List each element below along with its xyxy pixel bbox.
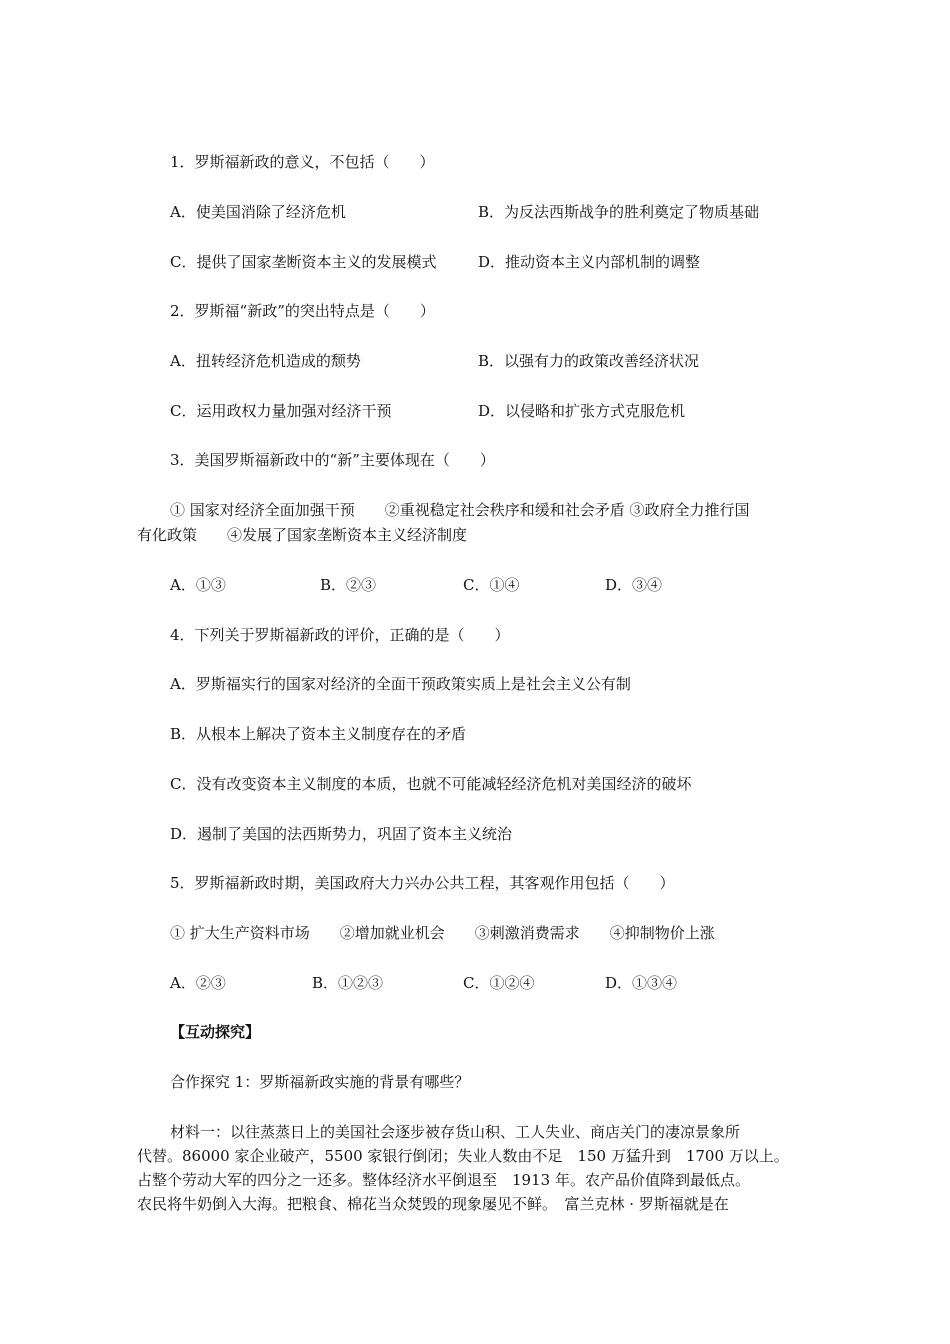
inquiry-1-question: 合作探究 1：罗斯福新政实施的背景有哪些？	[170, 1073, 470, 1091]
q4-stem: 4．下列关于罗斯福新政的评价，正确的是（ ）	[170, 626, 510, 644]
q2-stem: 2．罗斯福“新政”的突出特点是（ ）	[170, 302, 435, 320]
q1-option-b: B．为反法西斯战争的胜利奠定了物质基础	[478, 203, 760, 221]
q3-option-c: C．①④	[463, 576, 520, 594]
q1-option-d: D．推动资本主义内部机制的调整	[478, 253, 701, 271]
q3-option-a: A．①③	[170, 576, 226, 594]
material-1-line-4: 农民将牛奶倒入大海。把粮食、棉花当众焚毁的现象屡见不鲜。 富兰克林 · 罗斯福就是在	[137, 1195, 729, 1213]
q3-option-b: B．②③	[320, 576, 377, 594]
q2-option-d: D．以侵略和扩张方式克服危机	[478, 402, 686, 420]
q4-option-c: C．没有改变资本主义制度的本质，也就不可能减轻经济危机对美国经济的破坏	[170, 775, 692, 793]
q2-option-b: B．以强有力的政策改善经济状况	[478, 352, 700, 370]
q4-option-d: D．遏制了美国的法西斯势力，巩固了资本主义统治	[170, 825, 513, 843]
q3-items-line2: 有化政策 ④发展了国家垄断资本主义经济制度	[137, 526, 468, 544]
q5-option-a: A．②③	[170, 974, 226, 992]
q2-option-c: C．运用政权力量加强对经济干预	[170, 402, 392, 420]
q2-option-a: A．扭转经济危机造成的颓势	[170, 352, 361, 370]
q4-option-b: B．从根本上解决了资本主义制度存在的矛盾	[170, 725, 467, 743]
q3-stem: 3．美国罗斯福新政中的“新”主要体现在（ ）	[170, 451, 495, 469]
q3-option-d: D．③④	[605, 576, 663, 594]
q5-option-d: D．①③④	[605, 974, 678, 992]
q3-items-line1: ① 国家对经济全面加强干预 ②重视稳定社会秩序和缓和社会矛盾 ③政府全力推行国	[170, 501, 750, 519]
q5-option-b: B．①②③	[312, 974, 384, 992]
section-title: 【互动探究】	[170, 1023, 261, 1041]
material-1-line-2: 代替。86000 家企业破产，5500 家银行倒闭；失业人数由不足 150 万猛升到 1700 万以上。	[137, 1147, 789, 1165]
q4-option-a: A．罗斯福实行的国家对经济的全面干预政策实质上是社会主义公有制	[170, 675, 631, 693]
material-1-line-1: 材料一：以往蒸蒸日上的美国社会逐步被存货山积、工人失业、商店关门的凄凉景象所	[170, 1123, 741, 1141]
q1-stem: 1．罗斯福新政的意义，不包括（ ）	[170, 153, 435, 171]
q5-option-c: C．①②④	[463, 974, 535, 992]
material-1-line-3: 占整个劳动大军的四分之一还多。整体经济水平倒退至 1913 年。农产品价值降到最低点。	[137, 1171, 750, 1189]
q5-items: ① 扩大生产资料市场 ②增加就业机会 ③刺激消费需求 ④抑制物价上涨	[170, 924, 715, 942]
q1-option-c: C．提供了国家垄断资本主义的发展模式	[170, 253, 437, 271]
q5-stem: 5．罗斯福新政时期，美国政府大力兴办公共工程，其客观作用包括（ ）	[170, 874, 675, 892]
q1-option-a: A．使美国消除了经济危机	[170, 203, 346, 221]
